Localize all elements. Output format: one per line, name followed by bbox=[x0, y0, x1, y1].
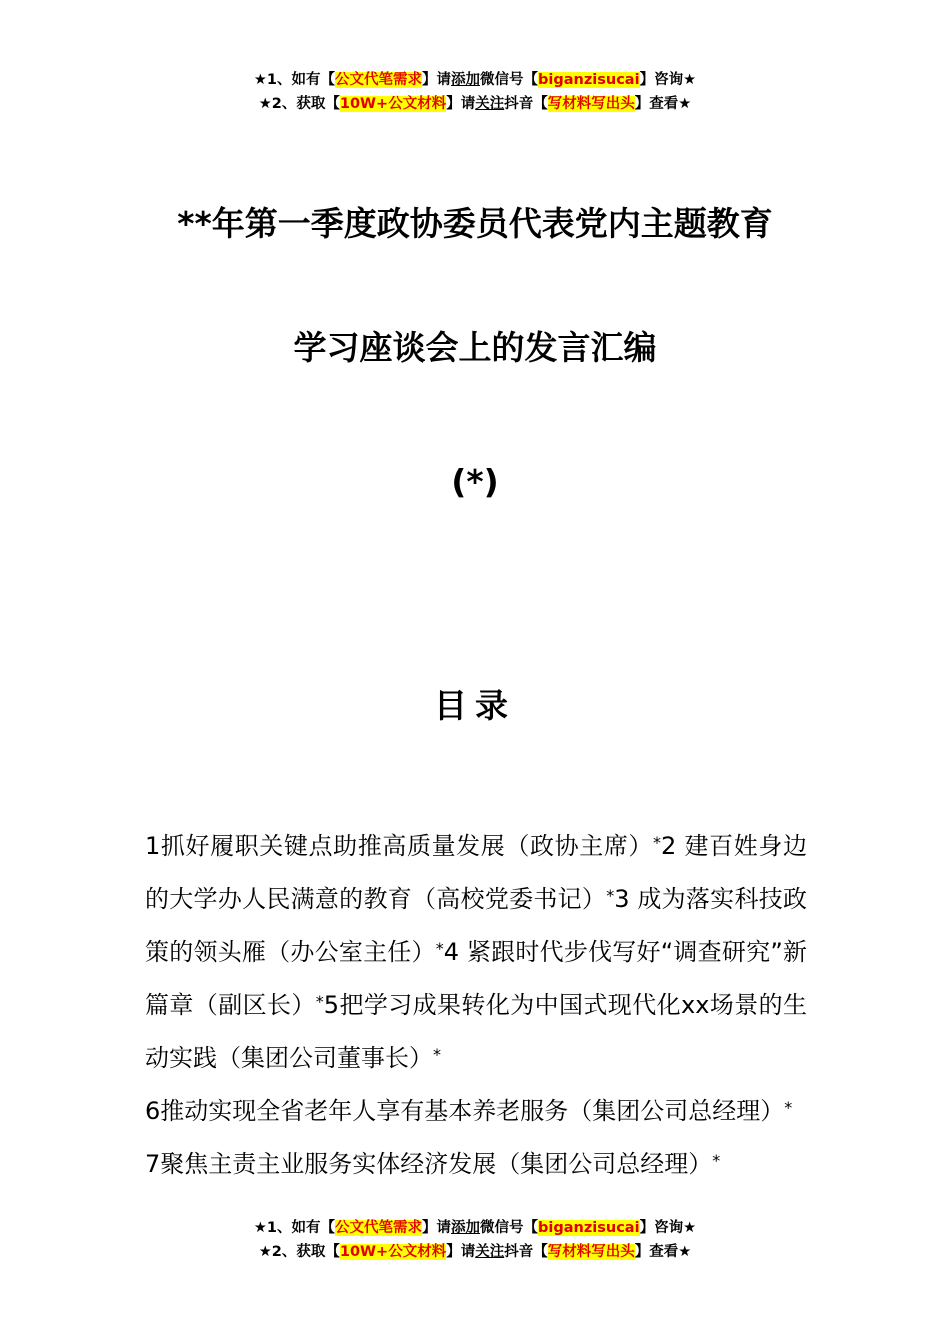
table-of-contents bbox=[145, 818, 807, 1189]
banner-highlight: 公文代笔需求 bbox=[335, 1220, 423, 1236]
toc-entry-marker: * bbox=[433, 1045, 441, 1064]
toc-entry-marker: * bbox=[784, 1098, 793, 1117]
banner-underline: 关注 bbox=[475, 96, 505, 112]
toc-entry: 7聚焦主责主业服务实体经济发展（集团公司总经理） bbox=[145, 1150, 713, 1178]
banner-line-2: ★2、获取【10W+公文材料】请关注抖音【写材料写出头】查看★ bbox=[258, 96, 692, 112]
toc-entry: 3 成为落实科技政策的领头雁（办公室主任） bbox=[145, 885, 807, 966]
toc-entry: 6推动实现全省老年人享有基本养老服务（集团公司总经理） bbox=[145, 1097, 785, 1125]
toc-entry: 2 建百姓身边的大学办人民满意的教育（高校党委书记） bbox=[145, 832, 807, 913]
document-title-line-2: 学习座谈会上的发言汇编 bbox=[293, 328, 657, 367]
banner-line-1: ★1、如有【公文代笔需求】请添加微信号【biganzisucai】咨询★ bbox=[253, 72, 697, 88]
banner-douyin-id: 写材料写出头 bbox=[547, 96, 635, 112]
banner-highlight: 10W+公文材料 bbox=[339, 96, 447, 112]
banner-line-1: ★1、如有【公文代笔需求】请添加微信号【biganzisucai】咨询★ bbox=[253, 1220, 697, 1236]
footer-banner bbox=[0, 1216, 950, 1264]
toc-entry-marker: * bbox=[606, 886, 615, 905]
banner-highlight: 公文代笔需求 bbox=[335, 72, 423, 88]
banner-douyin-id: 写材料写出头 bbox=[547, 1244, 635, 1260]
toc-entry-marker: * bbox=[653, 833, 662, 852]
banner-underline: 添加 bbox=[451, 1220, 481, 1236]
toc-entry-marker: * bbox=[712, 1151, 721, 1170]
banner-highlight: 10W+公文材料 bbox=[339, 1244, 447, 1260]
toc-entry: 4 紧跟时代步伐写好“调查研究”新篇章（副区长） bbox=[145, 938, 808, 1019]
toc-entry: 1抓好履职关键点助推高质量发展（政协主席） bbox=[145, 832, 654, 860]
document-title-line-1: **年第一季度政协委员代表党内主题教育 bbox=[177, 204, 773, 243]
banner-underline: 添加 bbox=[451, 72, 481, 88]
toc-paragraph bbox=[145, 1136, 807, 1189]
banner-underline: 关注 bbox=[475, 1244, 505, 1260]
header-banner bbox=[0, 68, 950, 116]
toc-entry-marker: * bbox=[315, 992, 324, 1011]
banner-wechat-id: biganzisucai bbox=[538, 1220, 640, 1236]
toc-paragraph bbox=[145, 818, 807, 1083]
toc-paragraph bbox=[145, 1083, 807, 1136]
banner-wechat-id: biganzisucai bbox=[538, 72, 640, 88]
document-title-line-3: (*) bbox=[451, 462, 499, 501]
toc-entry-marker: * bbox=[435, 939, 444, 958]
toc-heading: 目录 bbox=[434, 686, 516, 725]
toc-entry: 5把学习成果转化为中国式现代化xx场景的生动实践（集团公司董事长） bbox=[145, 991, 807, 1072]
banner-line-2: ★2、获取【10W+公文材料】请关注抖音【写材料写出头】查看★ bbox=[258, 1244, 692, 1260]
